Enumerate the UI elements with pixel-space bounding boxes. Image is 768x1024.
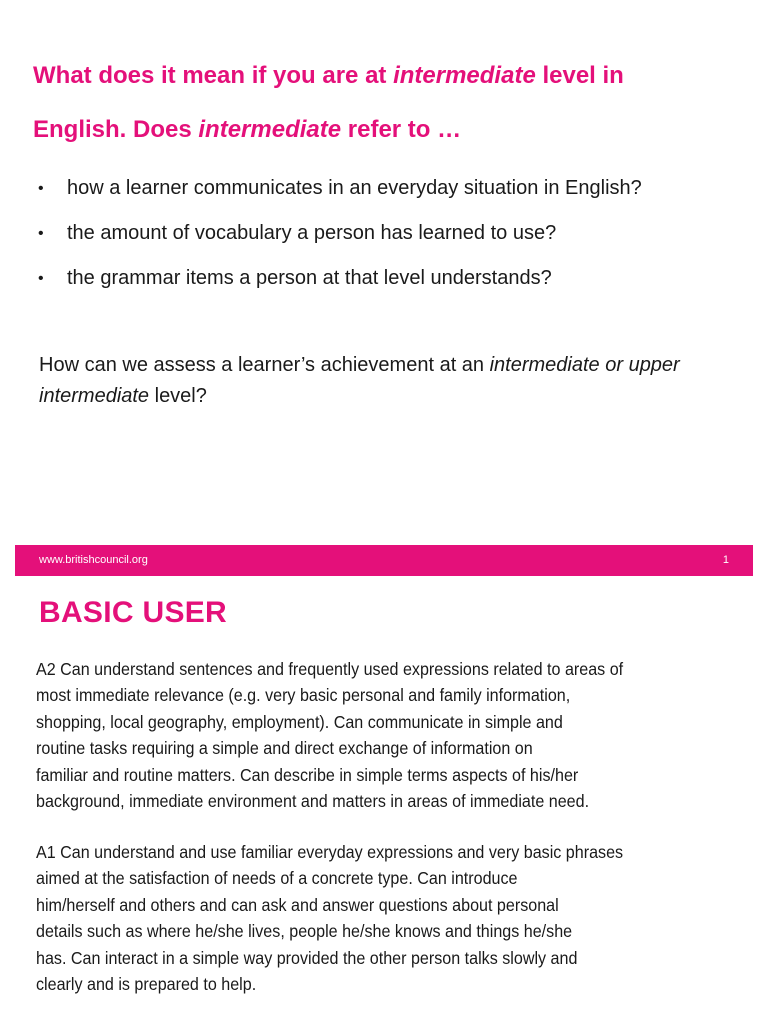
a1-line: details such as where he/she lives, people he/she knows and things he/she — [36, 921, 573, 942]
title-line1-part1: What does it mean if you are at — [33, 62, 394, 89]
question-part1: How can we assess a learner’s achievement at an — [39, 354, 490, 376]
bullet-item: • the grammar items a person at that level understands? — [36, 260, 642, 305]
slide-title — [33, 49, 733, 157]
title-line2-italic: intermediate — [198, 116, 342, 143]
bullet-list — [36, 170, 642, 305]
page-number: 1 — [722, 554, 729, 566]
a1-line: A1 Can understand and use familiar everyday expressions and very basic phrases — [36, 842, 624, 862]
assessment-question — [39, 350, 729, 412]
a2-line: background, immediate environment and matters in areas of immediate need. — [36, 791, 590, 812]
title-line2-part2: refer to … — [341, 116, 462, 143]
a1-line: clearly and is prepared to help. — [36, 974, 257, 995]
a2-description — [36, 656, 643, 814]
title-line1-part2: level in — [535, 62, 624, 89]
a2-line: shopping, local geography, employment). Can communicate in simple and — [36, 711, 563, 732]
a1-line: aimed at the satisfaction of needs of a concrete type. Can introduce — [36, 868, 518, 889]
question-part2: level? — [149, 385, 207, 407]
bullet-item: • the amount of vocabulary a person has learned to use? — [36, 215, 642, 260]
title-line1-italic: intermediate — [393, 62, 536, 89]
a1-line: him/herself and others and can ask and answer questions about personal — [36, 894, 559, 915]
question-italic: intermediate or upper intermediate — [39, 354, 680, 407]
a2-line: A2 Can understand sentences and frequently used expressions related to areas of — [36, 659, 624, 679]
slide-2 — [0, 580, 768, 1024]
title-line2-part1: English. Does — [33, 116, 199, 143]
a1-line: has. Can interact in a simple way provided the other person talks slowly and — [36, 947, 578, 968]
bullet-item: • how a learner communicates in an everyday situation in English? — [36, 170, 642, 215]
a2-line: familiar and routine matters. Can describe in simple terms aspects of his/her — [36, 764, 579, 785]
a2-line: most immediate relevance (e.g. very basic personal and family information, — [36, 685, 571, 706]
a1-description — [36, 839, 643, 997]
a2-line: routine tasks requiring a simple and direct exchange of information on — [36, 738, 533, 759]
footer-url: www.britishcouncil.org — [39, 554, 148, 566]
basic-user-heading: BASIC USER — [39, 596, 228, 629]
slide-footer-bar — [15, 545, 753, 576]
